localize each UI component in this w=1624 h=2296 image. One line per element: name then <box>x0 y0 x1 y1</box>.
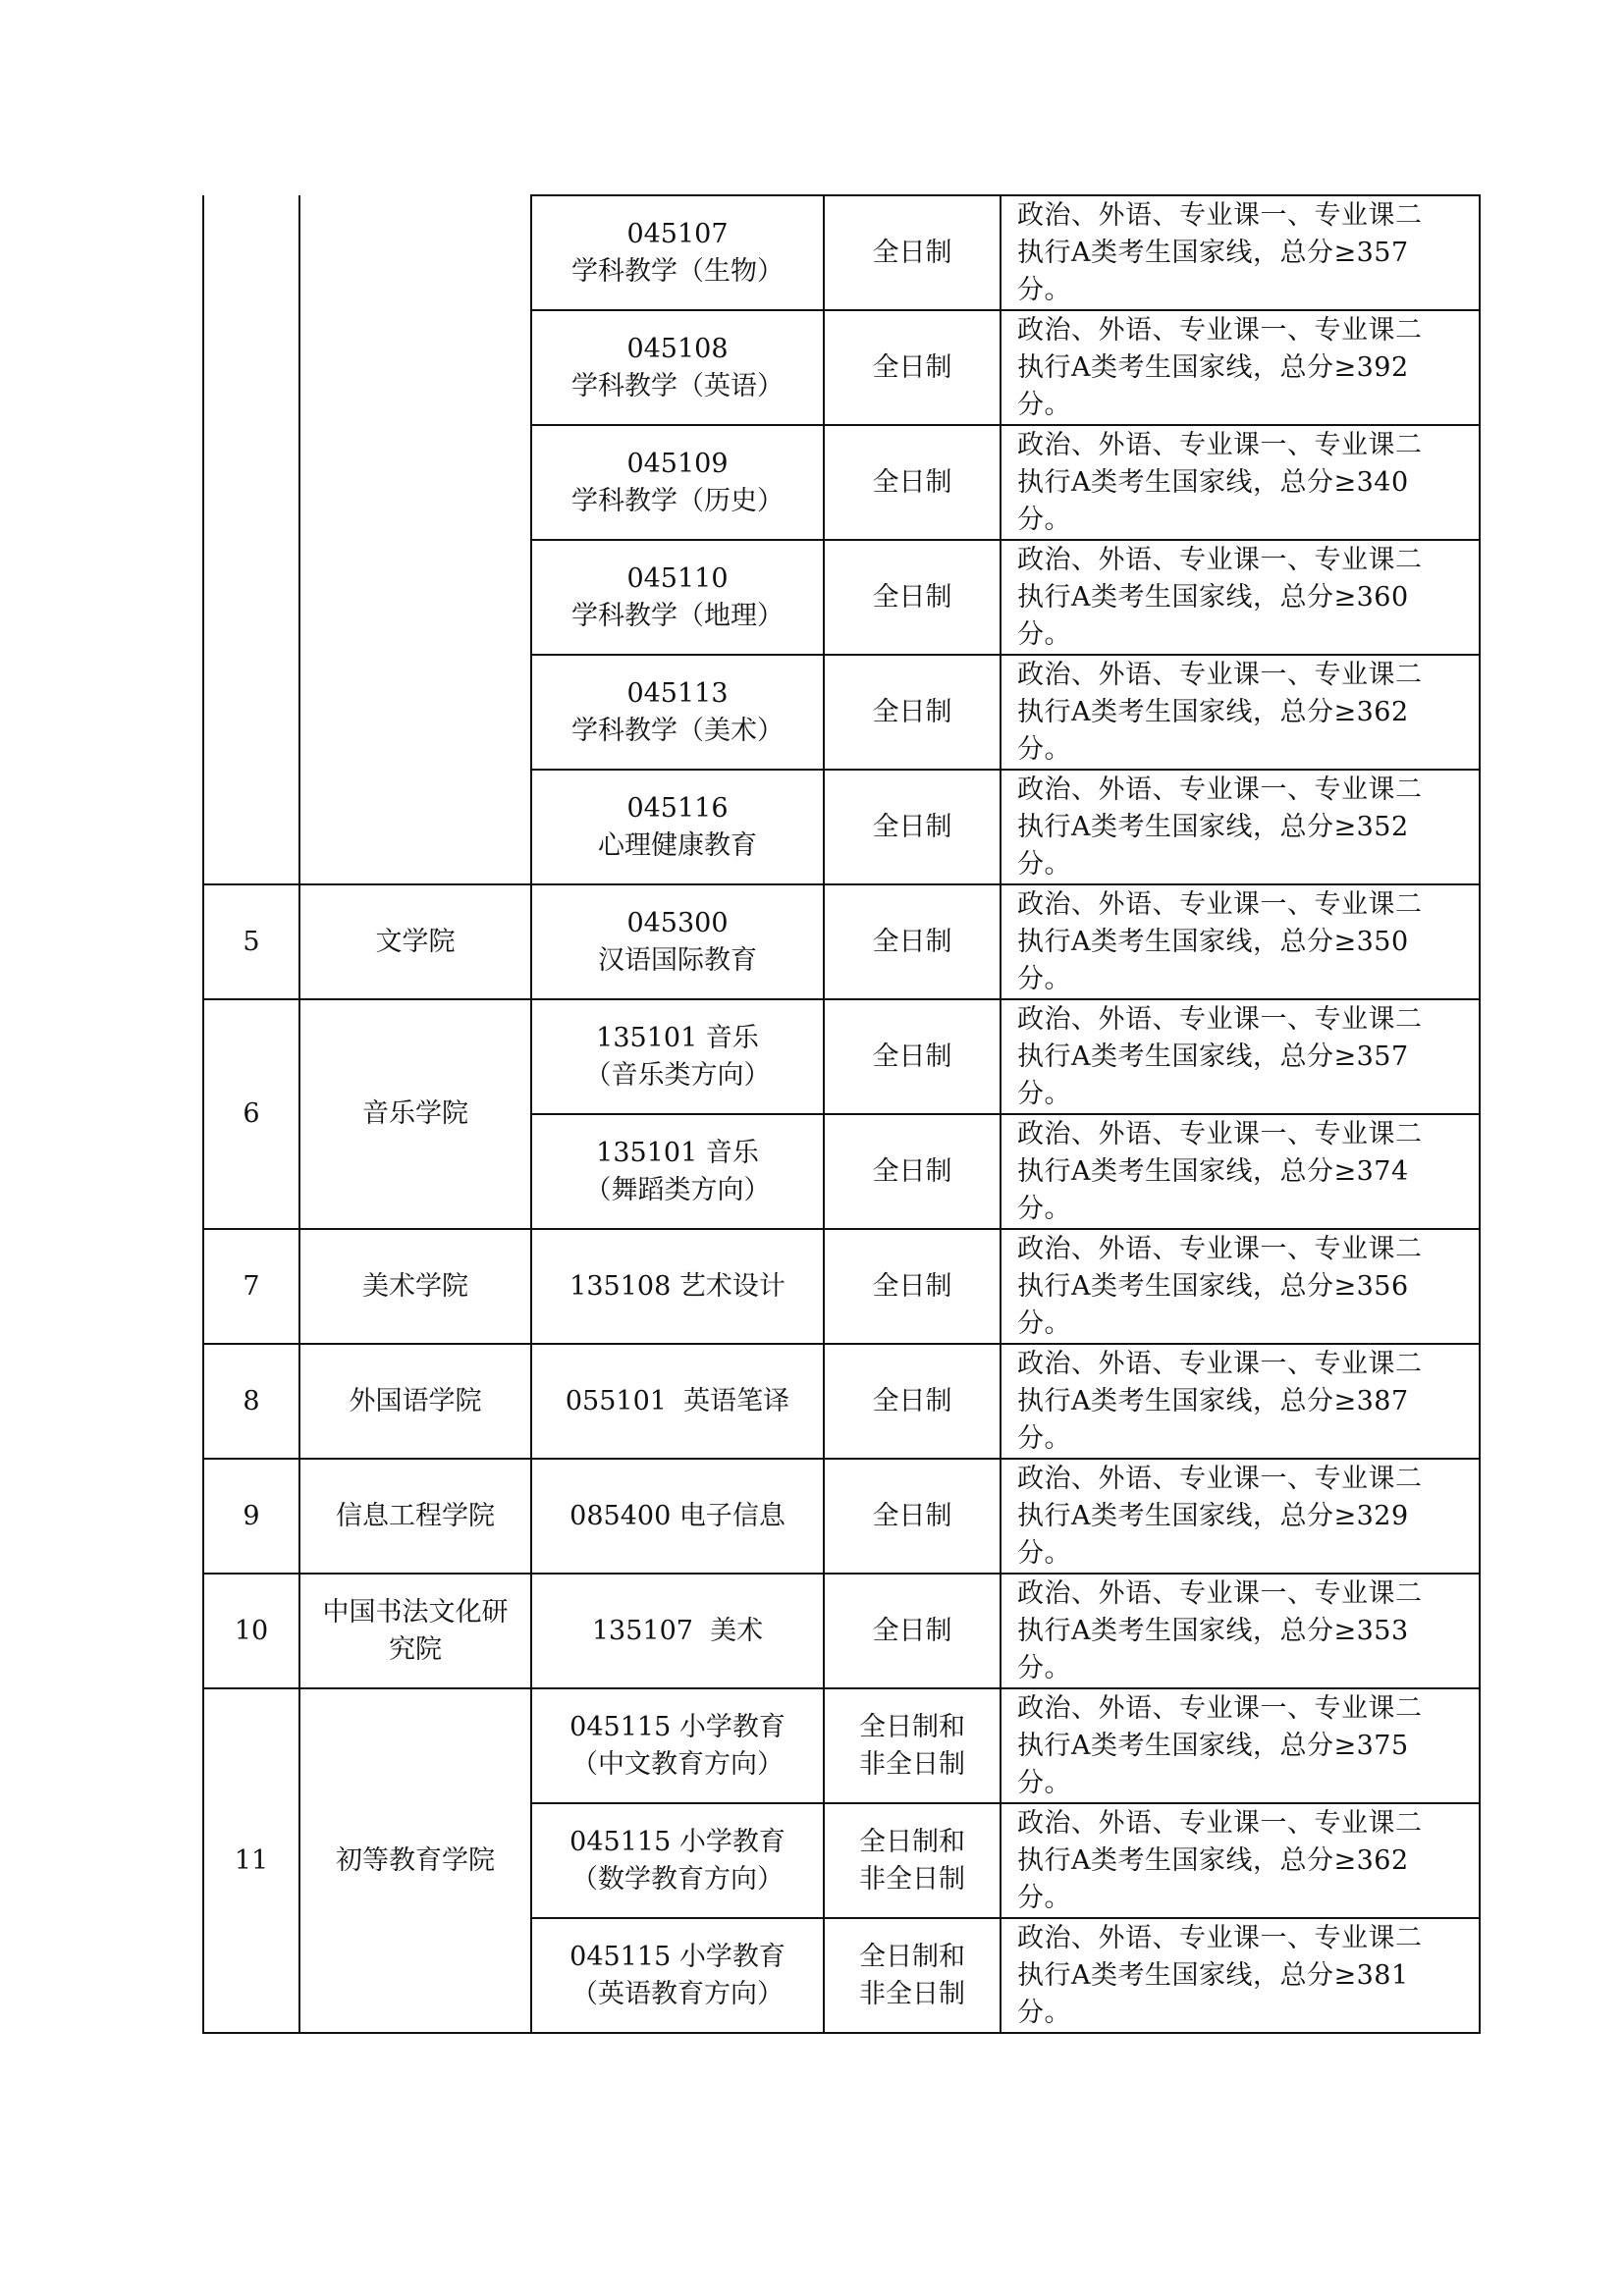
table-row <box>203 1459 1480 1574</box>
major-cell: 045109 学科教学（历史） <box>531 425 824 540</box>
row-number-cell: 8 <box>203 1344 299 1459</box>
table-row <box>203 195 1480 310</box>
college-cell: 信息工程学院 <box>299 1459 531 1574</box>
college-cell: 外国语学院 <box>299 1344 531 1459</box>
requirement-cell: 政治、外语、专业课一、专业课二 执行A类考生国家线，总分≥375 分。 <box>1001 1688 1480 1803</box>
row-number-cell <box>203 195 299 884</box>
table-row <box>203 1574 1480 1688</box>
study-mode-cell: 全日制 <box>824 770 1001 884</box>
major-cell: 045108 学科教学（英语） <box>531 310 824 425</box>
row-number-cell: 11 <box>203 1688 299 2033</box>
requirement-cell: 政治、外语、专业课一、专业课二 执行A类考生国家线，总分≥357 分。 <box>1001 999 1480 1114</box>
study-mode-cell: 全日制 <box>824 1344 1001 1459</box>
study-mode-cell: 全日制和 非全日制 <box>824 1688 1001 1803</box>
requirement-cell: 政治、外语、专业课一、专业课二 执行A类考生国家线，总分≥329 分。 <box>1001 1459 1480 1574</box>
requirement-cell: 政治、外语、专业课一、专业课二 执行A类考生国家线，总分≥357 分。 <box>1001 195 1480 310</box>
requirement-cell: 政治、外语、专业课一、专业课二 执行A类考生国家线，总分≥353 分。 <box>1001 1574 1480 1688</box>
study-mode-cell: 全日制 <box>824 1229 1001 1344</box>
college-cell <box>299 195 531 884</box>
row-number-cell: 7 <box>203 1229 299 1344</box>
row-number-cell: 5 <box>203 884 299 999</box>
college-cell: 初等教育学院 <box>299 1688 531 2033</box>
table-row <box>203 1344 1480 1459</box>
study-mode-cell: 全日制 <box>824 655 1001 770</box>
table-row <box>203 999 1480 1114</box>
major-cell: 085400 电子信息 <box>531 1459 824 1574</box>
table-row <box>203 884 1480 999</box>
requirement-cell: 政治、外语、专业课一、专业课二 执行A类考生国家线，总分≥356 分。 <box>1001 1229 1480 1344</box>
score-table <box>202 194 1481 2034</box>
row-number-cell: 9 <box>203 1459 299 1574</box>
row-number-cell: 6 <box>203 999 299 1229</box>
requirement-cell: 政治、外语、专业课一、专业课二 执行A类考生国家线，总分≥381 分。 <box>1001 1918 1480 2033</box>
study-mode-cell: 全日制和 非全日制 <box>824 1918 1001 2033</box>
requirement-cell: 政治、外语、专业课一、专业课二 执行A类考生国家线，总分≥352 分。 <box>1001 770 1480 884</box>
study-mode-cell: 全日制 <box>824 1459 1001 1574</box>
major-cell: 045113 学科教学（美术） <box>531 655 824 770</box>
table-row <box>203 1229 1480 1344</box>
study-mode-cell: 全日制 <box>824 1574 1001 1688</box>
requirement-cell: 政治、外语、专业课一、专业课二 执行A类考生国家线，总分≥387 分。 <box>1001 1344 1480 1459</box>
college-cell: 音乐学院 <box>299 999 531 1229</box>
study-mode-cell: 全日制 <box>824 1114 1001 1229</box>
major-cell: 135107 美术 <box>531 1574 824 1688</box>
college-cell: 美术学院 <box>299 1229 531 1344</box>
requirement-cell: 政治、外语、专业课一、专业课二 执行A类考生国家线，总分≥340 分。 <box>1001 425 1480 540</box>
study-mode-cell: 全日制 <box>824 540 1001 655</box>
row-number-cell: 10 <box>203 1574 299 1688</box>
major-cell: 045300 汉语国际教育 <box>531 884 824 999</box>
requirement-cell: 政治、外语、专业课一、专业课二 执行A类考生国家线，总分≥362 分。 <box>1001 1803 1480 1918</box>
requirement-cell: 政治、外语、专业课一、专业课二 执行A类考生国家线，总分≥360 分。 <box>1001 540 1480 655</box>
study-mode-cell: 全日制 <box>824 195 1001 310</box>
college-cell: 文学院 <box>299 884 531 999</box>
major-cell: 135108 艺术设计 <box>531 1229 824 1344</box>
major-cell: 045110 学科教学（地理） <box>531 540 824 655</box>
requirement-cell: 政治、外语、专业课一、专业课二 执行A类考生国家线，总分≥374 分。 <box>1001 1114 1480 1229</box>
college-cell: 中国书法文化研 究院 <box>299 1574 531 1688</box>
major-cell: 045115 小学教育 （英语教育方向） <box>531 1918 824 2033</box>
major-cell: 135101 音乐 （音乐类方向） <box>531 999 824 1114</box>
study-mode-cell: 全日制和 非全日制 <box>824 1803 1001 1918</box>
major-cell: 045107 学科教学（生物） <box>531 195 824 310</box>
study-mode-cell: 全日制 <box>824 884 1001 999</box>
major-cell: 045115 小学教育 （数学教育方向） <box>531 1803 824 1918</box>
major-cell: 045115 小学教育 （中文教育方向） <box>531 1688 824 1803</box>
table-row <box>203 1688 1480 1803</box>
major-cell: 055101 英语笔译 <box>531 1344 824 1459</box>
requirement-cell: 政治、外语、专业课一、专业课二 执行A类考生国家线，总分≥350 分。 <box>1001 884 1480 999</box>
major-cell: 135101 音乐 （舞蹈类方向） <box>531 1114 824 1229</box>
study-mode-cell: 全日制 <box>824 999 1001 1114</box>
requirement-cell: 政治、外语、专业课一、专业课二 执行A类考生国家线，总分≥392 分。 <box>1001 310 1480 425</box>
major-cell: 045116 心理健康教育 <box>531 770 824 884</box>
requirement-cell: 政治、外语、专业课一、专业课二 执行A类考生国家线，总分≥362 分。 <box>1001 655 1480 770</box>
study-mode-cell: 全日制 <box>824 310 1001 425</box>
study-mode-cell: 全日制 <box>824 425 1001 540</box>
